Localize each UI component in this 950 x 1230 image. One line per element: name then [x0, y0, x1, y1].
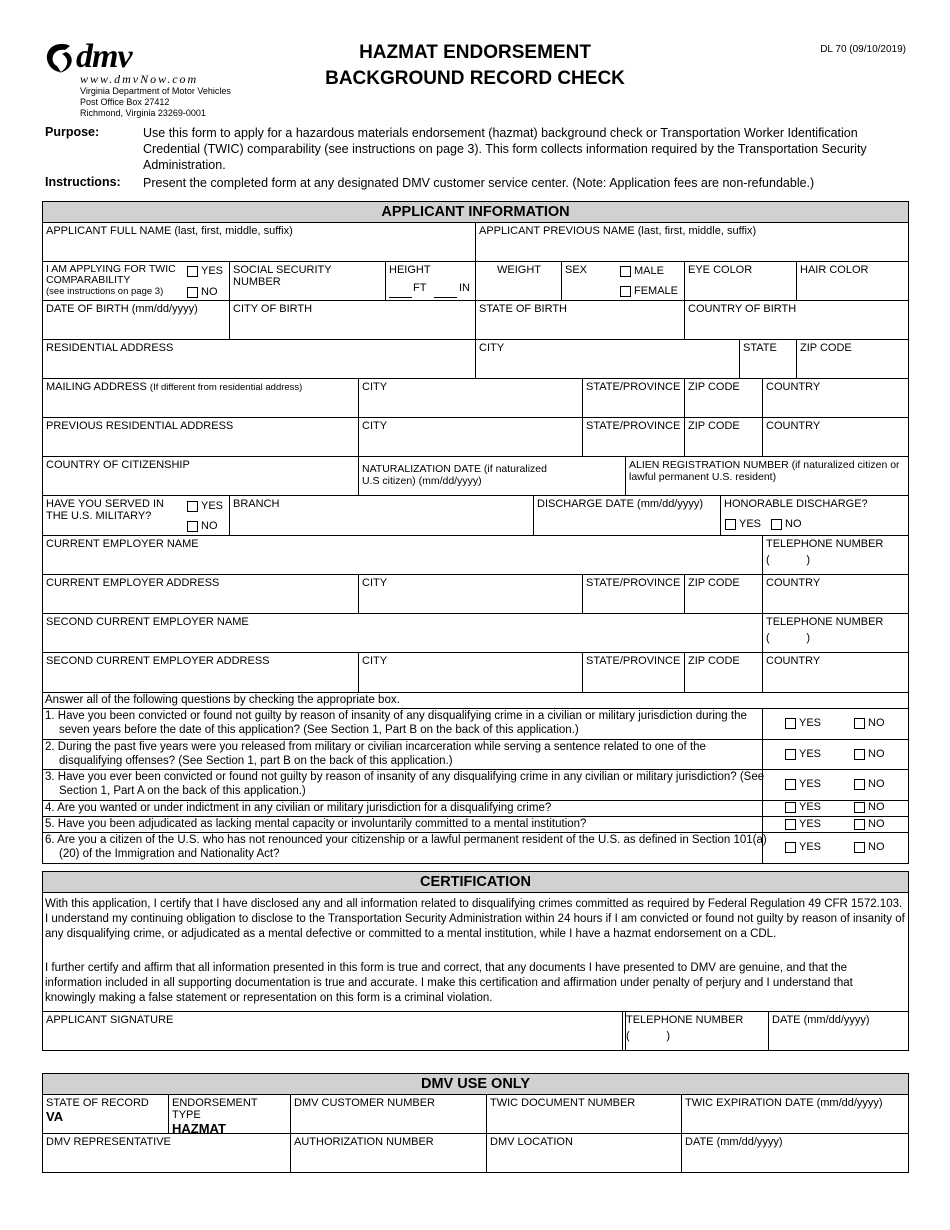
- second-employer-city-field[interactable]: [358, 652, 583, 693]
- military-yes-label: YES: [201, 500, 224, 512]
- mailing-city-label: CITY: [362, 381, 388, 393]
- state-of-record-label: STATE OF RECORD: [46, 1097, 149, 1109]
- no-label: NO: [868, 801, 885, 813]
- certification-phone-placeholder: ( ): [626, 1030, 670, 1042]
- sex-female-option[interactable]: [620, 285, 678, 298]
- no-label: NO: [868, 818, 885, 830]
- employer-country-label: COUNTRY: [766, 577, 821, 589]
- previous-zip-label: ZIP CODE: [688, 420, 740, 432]
- military-no-option[interactable]: [187, 520, 218, 533]
- residential-city-field[interactable]: [475, 339, 740, 379]
- residential-address-label: RESIDENTIAL ADDRESS: [46, 342, 174, 354]
- city-of-birth-label: CITY OF BIRTH: [233, 303, 313, 315]
- yes-label: YES: [799, 801, 822, 813]
- sex-male-option[interactable]: [620, 265, 664, 278]
- certification-paragraph-1: With this application, I certify that I have disclosed any and all information related to disqualifying crimes committed as required by Federal Regulation 49 CFR 1572.103. I understand my continuing obligation to disclose to the Transportation Security Administration within 24 hours if I am convicted or found not guilty by reason of insanity of any disqualifying crime, or adjudicated as a mental defective or committed to a mental institution, while I have a hazmat endorsement on a CDL.: [45, 898, 905, 940]
- certification-date-label: DATE (mm/dd/yyyy): [772, 1014, 870, 1026]
- dmv-date-field[interactable]: [681, 1133, 909, 1173]
- employer-country-field[interactable]: [762, 574, 909, 614]
- certification-date-field[interactable]: [768, 1011, 909, 1051]
- full-name-label: APPLICANT FULL NAME (last, first, middle, suffix): [46, 225, 293, 237]
- naturalization-date-field[interactable]: [358, 456, 626, 496]
- yes-label: YES: [799, 717, 822, 729]
- military-yes-checkbox[interactable]: [187, 501, 198, 512]
- question-3-yes-option[interactable]: [785, 778, 821, 791]
- previous-city-label: CITY: [362, 420, 388, 432]
- yes-label: YES: [799, 778, 822, 790]
- question-2-yes-option[interactable]: [785, 748, 821, 761]
- previous-country-label: COUNTRY: [766, 420, 821, 432]
- authorization-number-field[interactable]: [290, 1133, 487, 1173]
- height-ft-line: [389, 297, 412, 298]
- address-line-3: Richmond, Virginia 23269-0001: [80, 108, 206, 118]
- female-label: FEMALE: [634, 285, 679, 297]
- employer-city-field[interactable]: [358, 574, 583, 614]
- sex-label: SEX: [565, 264, 588, 276]
- alien-registration-field[interactable]: [625, 456, 909, 496]
- dmv-website[interactable]: www.dmvNow.com: [80, 72, 199, 86]
- full-name-field[interactable]: [42, 222, 476, 262]
- mailing-address-label: MAILING ADDRESS: [46, 381, 147, 393]
- question-1-no-checkbox[interactable]: [854, 718, 865, 729]
- dmv-customer-number-field[interactable]: [290, 1094, 487, 1134]
- ssn-label: SOCIAL SECURITY NUMBER: [233, 264, 332, 288]
- twic-yes-checkbox[interactable]: [187, 266, 198, 277]
- mailing-state-field[interactable]: [582, 378, 685, 418]
- honorable-no-label: NO: [785, 518, 802, 530]
- residential-state-field[interactable]: [739, 339, 797, 379]
- second-employer-zip-label: ZIP CODE: [688, 655, 740, 667]
- hair-color-field[interactable]: [796, 261, 909, 301]
- height-in-line: [434, 297, 457, 298]
- twic-label: I AM APPLYING FOR TWIC COMPARABILITY: [46, 263, 176, 286]
- dmv-date-label: DATE (mm/dd/yyyy): [685, 1136, 783, 1148]
- naturalization-date-label: NATURALIZATION DATE (if naturalized U.S citizen) (mm/dd/yyyy): [362, 463, 547, 487]
- yes-label: YES: [799, 841, 822, 853]
- form-number: DL 70 (09/10/2019): [820, 44, 906, 55]
- applicant-signature-field[interactable]: [42, 1011, 626, 1051]
- military-no-label: NO: [201, 520, 218, 532]
- dmv-logo-icon: [44, 42, 78, 76]
- honorable-yes-checkbox[interactable]: [725, 519, 736, 530]
- question-3-no-checkbox[interactable]: [854, 779, 865, 790]
- previous-name-label: APPLICANT PREVIOUS NAME (last, first, middle, suffix): [479, 225, 757, 237]
- certification-heading: CERTIFICATION: [42, 871, 909, 893]
- question-4-text: 4. Are you wanted or under indictment in any civilian or military jurisdiction for a disqualifying crime?: [45, 802, 552, 814]
- height-ft-label: FT: [413, 282, 427, 294]
- applicant-information-heading: APPLICANT INFORMATION: [42, 201, 909, 223]
- question-3-text: 3. Have you ever been convicted or found not guilty by reason of insanity of any disqualifying crime in any civilian or military jurisdiction? (See Section 1, Part A on the back of this application.): [45, 771, 765, 797]
- address-line-2: Post Office Box 27412: [80, 97, 170, 107]
- question-5-no-checkbox[interactable]: [854, 819, 865, 830]
- twic-document-number-label: TWIC DOCUMENT NUMBER: [490, 1097, 636, 1109]
- previous-state-label: STATE/PROVINCE: [586, 420, 681, 432]
- twic-expiration-date-field[interactable]: [681, 1094, 909, 1134]
- alien-registration-label: ALIEN REGISTRATION NUMBER (if naturalized citizen or lawful permanent U.S. resident): [629, 459, 900, 483]
- second-employer-address-label: SECOND CURRENT EMPLOYER ADDRESS: [46, 655, 270, 667]
- mailing-zip-field[interactable]: [684, 378, 763, 418]
- twic-note: (see instructions on page 3): [46, 286, 164, 297]
- endorsement-type-value: HAZMAT: [172, 1121, 226, 1134]
- discharge-date-field[interactable]: [533, 495, 721, 536]
- eye-color-field[interactable]: [684, 261, 797, 301]
- authorization-number-label: AUTHORIZATION NUMBER: [294, 1136, 434, 1148]
- dob-label: DATE OF BIRTH (mm/dd/yyyy): [46, 303, 198, 315]
- question-5-yes-checkbox[interactable]: [785, 819, 796, 830]
- address-line-1: Virginia Department of Motor Vehicles: [80, 86, 231, 96]
- form-title-line-1: HAZMAT ENDORSEMENT: [359, 42, 591, 63]
- discharge-date-label: DISCHARGE DATE (mm/dd/yyyy): [537, 498, 704, 510]
- applicant-signature-label: APPLICANT SIGNATURE: [46, 1014, 174, 1026]
- second-employer-name-field[interactable]: [42, 613, 763, 653]
- second-employer-zip-field[interactable]: [684, 652, 763, 693]
- dmv-location-label: DMV LOCATION: [490, 1136, 573, 1148]
- question-1-yes-checkbox[interactable]: [785, 718, 796, 729]
- question-6-yes-checkbox[interactable]: [785, 842, 796, 853]
- height-field[interactable]: [385, 261, 476, 301]
- twic-document-number-field[interactable]: [486, 1094, 682, 1134]
- question-3-yes-checkbox[interactable]: [785, 779, 796, 790]
- question-3-no-option[interactable]: [854, 778, 885, 791]
- question-1-yes-option[interactable]: [785, 717, 821, 730]
- question-6-yes-option[interactable]: [785, 841, 821, 854]
- mailing-address-note: (If different from residential address): [149, 382, 303, 393]
- branch-label: BRANCH: [233, 498, 280, 510]
- employer-zip-field[interactable]: [684, 574, 763, 614]
- question-6-text: 6. Are you a citizen of the U.S. who has not renounced your citizenship or a lawful permanent resident of the U.S. as defined in Section 101(a)(20) of the Immigration and Nationality Act?: [45, 834, 767, 860]
- honorable-yes-label: YES: [739, 518, 762, 530]
- question-5-text: 5. Have you been adjudicated as lacking mental capacity or involuntarily committed to a mental institution?: [45, 818, 587, 830]
- military-label: HAVE YOU SERVED IN THE U.S. MILITARY?: [46, 498, 164, 522]
- employer-state-field[interactable]: [582, 574, 685, 614]
- employer-name-label: CURRENT EMPLOYER NAME: [46, 538, 199, 550]
- dob-field[interactable]: [42, 300, 230, 340]
- instructions-text: Present the completed form at any designated DMV customer service center. (Note: Application fees are non-refundable.): [143, 176, 815, 190]
- residential-address-field[interactable]: [42, 339, 476, 379]
- previous-address-field[interactable]: [42, 417, 359, 457]
- certification-telephone-label: TELEPHONE NUMBER: [626, 1014, 744, 1026]
- question-4-no-checkbox[interactable]: [854, 802, 865, 813]
- question-2-text: 2. During the past five years were you released from military or civilian incarceration while serving a sentence related to one of the disqualifying offenses? (See Section 1, part B on the back of this application.): [45, 741, 706, 767]
- male-checkbox[interactable]: [620, 266, 631, 277]
- second-employer-state-field[interactable]: [582, 652, 685, 693]
- second-employer-name-label: SECOND CURRENT EMPLOYER NAME: [46, 616, 249, 628]
- instructions-label: Instructions:: [45, 175, 121, 189]
- branch-field[interactable]: [229, 495, 534, 536]
- purpose-text: Use this form to apply for a hazardous materials endorsement (hazmat) background check or Transportation Worker Identification Credential (TWIC) comparability (see instructions on page 3). This form collects information required by the Transportation Security Administration.: [143, 126, 867, 172]
- eye-color-label: EYE COLOR: [688, 264, 753, 276]
- state-of-birth-label: STATE OF BIRTH: [479, 303, 568, 315]
- residential-zip-label: ZIP CODE: [800, 342, 852, 354]
- residential-city-label: CITY: [479, 342, 505, 354]
- dmv-customer-number-label: DMV CUSTOMER NUMBER: [294, 1097, 435, 1109]
- question-1-no-option[interactable]: [854, 717, 885, 730]
- question-6-no-option[interactable]: [854, 841, 885, 854]
- previous-zip-field[interactable]: [684, 417, 763, 457]
- honorable-no-checkbox[interactable]: [771, 519, 782, 530]
- no-label: NO: [868, 778, 885, 790]
- city-of-birth-field[interactable]: [229, 300, 476, 340]
- employer-city-label: CITY: [362, 577, 388, 589]
- dmv-logo-text: dmv: [76, 38, 132, 75]
- no-label: NO: [868, 717, 885, 729]
- residential-state-label: STATE: [743, 342, 777, 354]
- second-employer-address-field[interactable]: [42, 652, 359, 693]
- mailing-city-field[interactable]: [358, 378, 583, 418]
- previous-city-field[interactable]: [358, 417, 583, 457]
- mailing-state-label: STATE/PROVINCE: [586, 381, 681, 393]
- residential-zip-field[interactable]: [796, 339, 909, 379]
- twic-expiration-date-label: TWIC EXPIRATION DATE (mm/dd/yyyy): [685, 1097, 883, 1109]
- citizenship-field[interactable]: [42, 456, 359, 496]
- dmv-location-field[interactable]: [486, 1133, 682, 1173]
- dmv-representative-field[interactable]: [42, 1133, 291, 1173]
- mailing-zip-label: ZIP CODE: [688, 381, 740, 393]
- twic-no-label: NO: [201, 286, 218, 298]
- state-of-birth-field[interactable]: [475, 300, 685, 340]
- dmv-use-only-heading: DMV USE ONLY: [42, 1073, 909, 1095]
- question-4-no-option[interactable]: [854, 801, 885, 814]
- mailing-address-field[interactable]: [42, 378, 359, 418]
- military-no-checkbox[interactable]: [187, 521, 198, 532]
- employer-phone-placeholder: ( ): [766, 554, 810, 566]
- employer-telephone-field[interactable]: [762, 535, 909, 575]
- second-employer-state-label: STATE/PROVINCE: [586, 655, 681, 667]
- honorable-discharge-label: HONORABLE DISCHARGE?: [724, 498, 868, 510]
- employer-name-field[interactable]: [42, 535, 763, 575]
- country-of-birth-label: COUNTRY OF BIRTH: [688, 303, 797, 315]
- question-4-yes-checkbox[interactable]: [785, 802, 796, 813]
- endorsement-type-label: ENDORSEMENT TYPE: [172, 1097, 258, 1121]
- question-1-text: 1. Have you been convicted or found not guilty by reason of insanity of any disqualifying crime in a civilian or military jurisdiction during the seven years before the date of this application? (See Section 1, Part B on the back of this application.): [45, 710, 747, 736]
- certification-telephone-field[interactable]: [622, 1011, 769, 1051]
- previous-name-field[interactable]: [475, 222, 909, 262]
- hair-color-label: HAIR COLOR: [800, 264, 869, 276]
- ssn-field[interactable]: [229, 261, 386, 301]
- question-5-yes-option[interactable]: [785, 818, 821, 831]
- twic-no-checkbox[interactable]: [187, 287, 198, 298]
- employer-address-field[interactable]: [42, 574, 359, 614]
- certification-paragraph-2: I further certify and affirm that all information presented in this form is true and correct, that any documents I have presented to DMV are genuine, and that the information included in all supporting documentation is true and accurate. I make this certification and affirmation under penalty of perjury and I understand that knowingly making a false statement or representation on this form is a criminal violation.: [45, 962, 853, 1004]
- twic-yes-option[interactable]: [187, 265, 223, 278]
- questions-intro: Answer all of the following questions by checking the appropriate box.: [45, 694, 400, 706]
- height-in-label: IN: [459, 282, 470, 294]
- state-of-record-field: [42, 1094, 169, 1134]
- honorable-no-option[interactable]: [771, 518, 802, 531]
- citizenship-label: COUNTRY OF CITIZENSHIP: [46, 459, 190, 471]
- twic-yes-label: YES: [201, 265, 224, 277]
- question-2-yes-checkbox[interactable]: [785, 749, 796, 760]
- no-label: NO: [868, 841, 885, 853]
- question-4-yes-option[interactable]: [785, 801, 821, 814]
- question-2-no-option[interactable]: [854, 748, 885, 761]
- question-6-no-checkbox[interactable]: [854, 842, 865, 853]
- second-employer-city-label: CITY: [362, 655, 388, 667]
- dmv-representative-label: DMV REPRESENTATIVE: [46, 1136, 171, 1148]
- second-employer-country-label: COUNTRY: [766, 655, 821, 667]
- second-employer-phone-placeholder: ( ): [766, 632, 810, 644]
- twic-no-option[interactable]: [187, 286, 218, 299]
- mailing-country-label: COUNTRY: [766, 381, 821, 393]
- previous-address-label: PREVIOUS RESIDENTIAL ADDRESS: [46, 420, 234, 432]
- female-checkbox[interactable]: [620, 286, 631, 297]
- weight-field[interactable]: [475, 261, 562, 301]
- purpose-label: Purpose:: [45, 125, 100, 139]
- employer-address-label: CURRENT EMPLOYER ADDRESS: [46, 577, 220, 589]
- previous-state-field[interactable]: [582, 417, 685, 457]
- previous-country-field[interactable]: [762, 417, 909, 457]
- second-employer-telephone-field[interactable]: [762, 613, 909, 653]
- form-title-line-2: BACKGROUND RECORD CHECK: [325, 68, 625, 89]
- second-employer-country-field[interactable]: [762, 652, 909, 693]
- question-2-no-checkbox[interactable]: [854, 749, 865, 760]
- no-label: NO: [868, 748, 885, 760]
- employer-zip-label: ZIP CODE: [688, 577, 740, 589]
- country-of-birth-field[interactable]: [684, 300, 909, 340]
- honorable-yes-option[interactable]: [725, 518, 761, 531]
- state-of-record-value: VA: [46, 1109, 64, 1124]
- mailing-country-field[interactable]: [762, 378, 909, 418]
- yes-label: YES: [799, 748, 822, 760]
- yes-label: YES: [799, 818, 822, 830]
- question-5-no-option[interactable]: [854, 818, 885, 831]
- height-label: HEIGHT: [389, 264, 431, 276]
- male-label: MALE: [634, 265, 664, 277]
- endorsement-type-field: [168, 1094, 291, 1134]
- employer-state-label: STATE/PROVINCE: [586, 577, 681, 589]
- weight-label: WEIGHT: [497, 264, 541, 276]
- military-yes-option[interactable]: [187, 500, 223, 513]
- employer-telephone-label: TELEPHONE NUMBER: [766, 538, 884, 550]
- second-employer-telephone-label: TELEPHONE NUMBER: [766, 616, 884, 628]
